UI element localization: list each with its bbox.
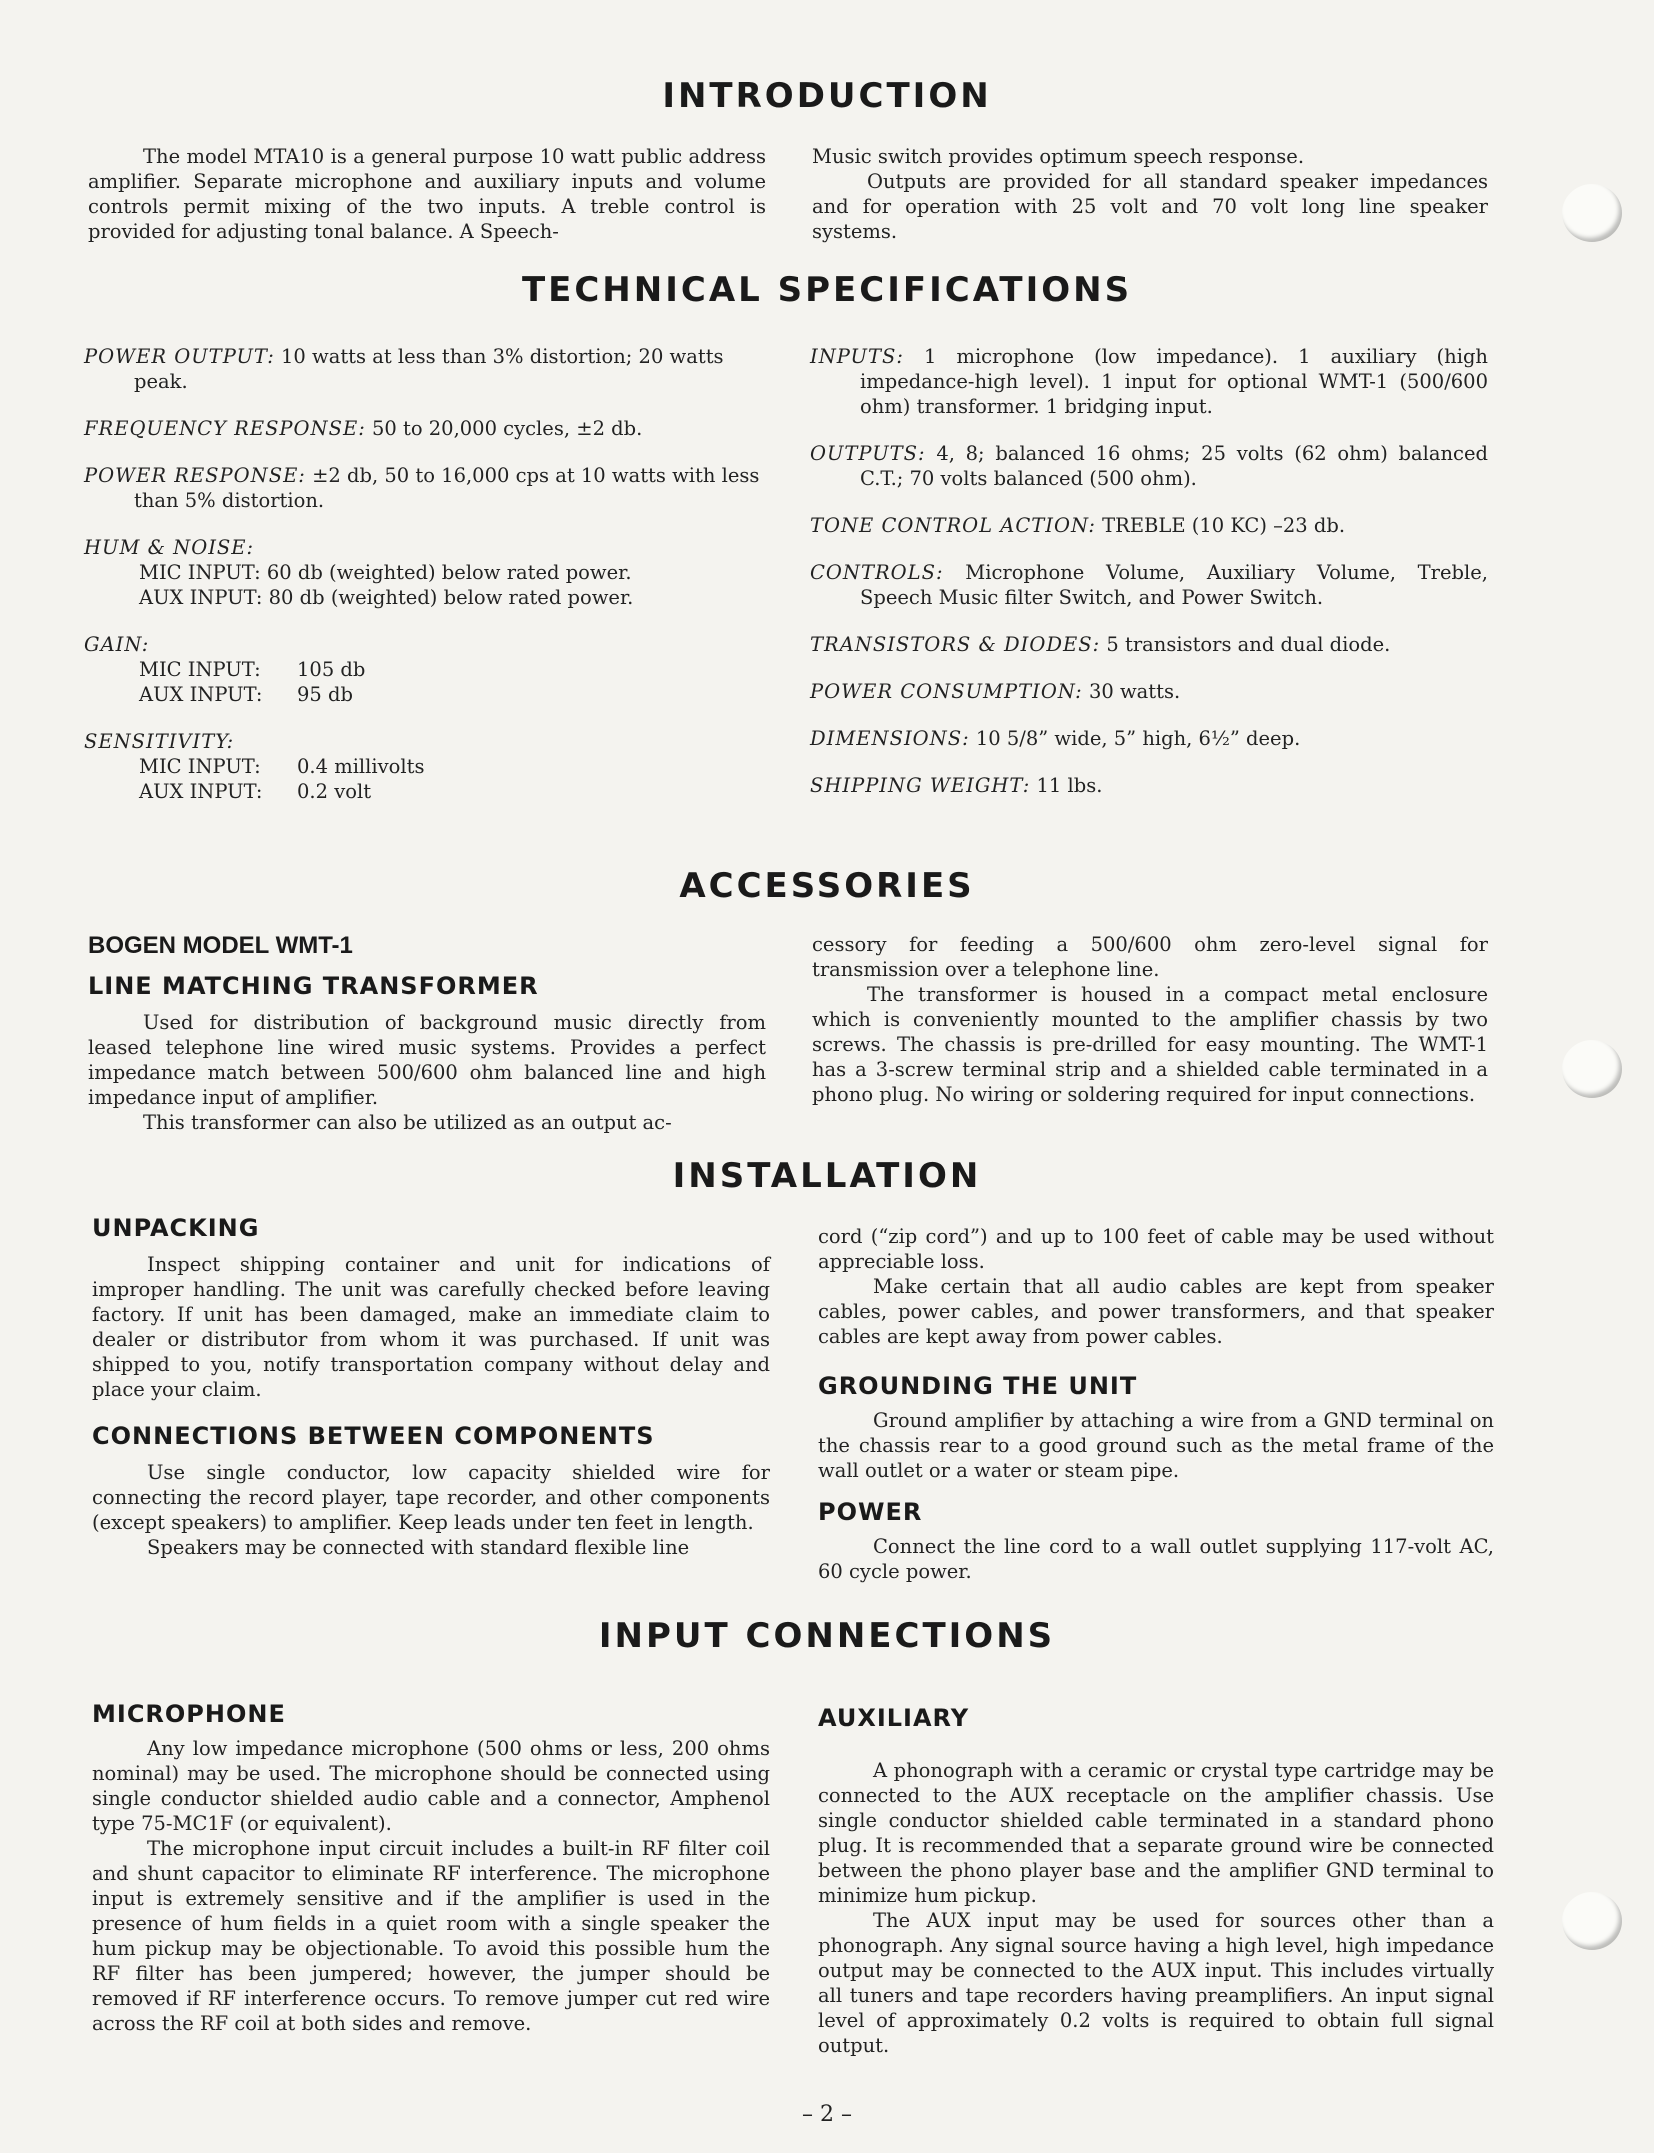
auxiliary-heading: AUXILIARY — [818, 1704, 970, 1732]
grounding-paragraph: Ground amplifier by attaching a wire from a GND terminal on the chassis rear to a good ground such as the metal frame of the wall outlet or a water or steam pipe. — [818, 1409, 1494, 1482]
auxiliary-paragraph-1: A phonograph with a ceramic or crystal type cartridge may be connected to the AUX receptacle on the amplifier chassis. Use single conductor shielded cable terminated in a standard phono plug. It is recommended that a separate ground wire be connected between the phono player base and the amplifier GND terminal to minimize hum pickup. — [818, 1759, 1494, 1907]
spec-gain-aux-value: 95 db — [297, 683, 353, 706]
spec-hum-mic: MIC INPUT: 60 db (weighted) below rated power. — [139, 561, 632, 584]
power-paragraph: Connect the line cord to a wall outlet supplying 117-volt AC, 60 cycle power. — [818, 1535, 1494, 1583]
spec-gain-mic-key: MIC INPUT: — [139, 658, 261, 681]
microphone-paragraph-1: Any low impedance microphone (500 ohms or less, 200 ohms nominal) may be used. The microphone should be connected using single conductor shielded audio cable and a connector, Amphenol type 75-MC1F (or equivalent). — [92, 1737, 770, 1835]
spec-label: INPUTS: — [810, 345, 904, 368]
spec-gain-mic-value: 105 db — [297, 658, 366, 681]
spec-label: POWER RESPONSE: — [84, 464, 306, 487]
installation-right-paragraph-1: cord (“zip cord”) and up to 100 feet of cable may be used without appreciable loss. — [818, 1225, 1494, 1273]
connections-column — [92, 1460, 770, 1560]
accessories-left-column — [88, 1010, 766, 1135]
installation-right-column — [818, 1224, 1494, 1349]
spec-value: 4, 8; balanced 16 ohms; 25 volts (62 ohm) balanced C.T.; 70 volts balanced (500 ohm). — [860, 442, 1488, 490]
installation-right-paragraph-2: Make certain that all audio cables are kept from speaker cables, power cables, and power transformers, and that speaker cables are kept away from power cables. — [818, 1275, 1494, 1348]
spec-power-response — [84, 463, 766, 513]
spec-value: Microphone Volume, Auxiliary Volume, Treble, Speech Music filter Switch, and Power Switch. — [860, 561, 1488, 609]
grounding-column — [818, 1408, 1494, 1483]
microphone-paragraph-2: The microphone input circuit includes a built-in RF filter coil and shunt capacitor to eliminate RF interference. The microphone input is extremely sensitive and if the amplifier is used in the presence of hum fields in a quiet room with a single speaker the hum pickup may be objectionable. To avoid this possible hum the RF filter has been jumpered; however, the jumper should be removed if RF interference occurs. To remove jumper cut red wire across the RF coil at both sides and remove. — [92, 1837, 770, 2035]
spec-label: CONTROLS: — [810, 561, 944, 584]
intro-left-paragraph: The model MTA10 is a general purpose 10 watt public address amplifier. Separate microphone and auxiliary inputs and volume controls permit mixing of the two inputs. A treble control is provided for adjusting tonal balance. A Speech- — [88, 145, 766, 243]
accessories-heading: ACCESSORIES — [679, 866, 975, 906]
spec-hum-aux: AUX INPUT: 80 db (weighted) below rated power. — [139, 586, 634, 609]
spec-controls — [810, 560, 1488, 610]
spec-tone-control — [810, 513, 1488, 538]
specifications-heading: TECHNICAL SPECIFICATIONS — [521, 270, 1133, 310]
spec-label: SHIPPING WEIGHT: — [810, 774, 1031, 797]
spec-value: 30 watts. — [1088, 680, 1181, 703]
spec-sens-aux-key: AUX INPUT: — [139, 780, 263, 803]
accessory-subtitle: LINE MATCHING TRANSFORMER — [88, 972, 539, 1000]
connections-heading: CONNECTIONS BETWEEN COMPONENTS — [92, 1422, 655, 1450]
auxiliary-paragraph-2: The AUX input may be used for sources other than a phonograph. Any signal source having a high level, high impedance output may be connected to the AUX input. This includes virtually all tuners and tape recorders having preamplifiers. An input signal level of approximately 0.2 volts is required to obtain full signal output. — [818, 1909, 1494, 2057]
spec-power-output — [84, 344, 766, 394]
spec-sens-mic-value: 0.4 millivolts — [297, 755, 425, 778]
intro-right-column — [812, 144, 1488, 244]
unpacking-column — [92, 1252, 770, 1402]
spec-shipping-weight — [810, 773, 1488, 798]
input-connections-heading: INPUT CONNECTIONS — [598, 1616, 1056, 1656]
grounding-heading: GROUNDING THE UNIT — [818, 1372, 1138, 1400]
spec-value: 5 transistors and dual diode. — [1106, 633, 1391, 656]
spec-hum-noise — [84, 535, 766, 610]
spec-label: FREQUENCY RESPONSE: — [84, 417, 366, 440]
unpacking-heading: UNPACKING — [92, 1214, 260, 1242]
accessories-right-column — [812, 932, 1488, 1107]
unpacking-paragraph: Inspect shipping container and unit for indications of improper handling. The unit was carefully checked before leaving factory. If unit has been damaged, make an immediate claim to dealer or distributor from whom it was purchased. If unit was shipped to you, notify transportation company without delay and place your claim. — [92, 1253, 770, 1401]
connections-paragraph-1: Use single conductor, low capacity shielded wire for connecting the record player, tape recorder, and other components (except speakers) to amplifier. Keep leads under ten feet in length. — [92, 1461, 770, 1534]
binder-hole — [1562, 184, 1622, 242]
spec-dimensions — [810, 726, 1488, 751]
spec-value: 1 microphone (low impedance). 1 auxiliary (high impedance-high level). 1 input for optional WMT-1 (500/600 ohm) transformer. 1 bridging input. — [860, 345, 1488, 418]
binder-hole — [1562, 1040, 1622, 1098]
specs-right-column — [810, 344, 1488, 798]
spec-value: 10 5/8” wide, 5” high, 6½” deep. — [975, 727, 1301, 750]
spec-sens-mic-key: MIC INPUT: — [139, 755, 261, 778]
spec-inputs — [810, 344, 1488, 419]
spec-transistors — [810, 632, 1488, 657]
spec-value: 50 to 20,000 cycles, ±2 db. — [371, 417, 643, 440]
intro-right-paragraph-2: Outputs are provided for all standard speaker impedances and for operation with 25 volt and 70 volt long line speaker systems. — [812, 170, 1488, 243]
spec-value: 10 watts at less than 3% distortion; 20 watts peak. — [134, 345, 724, 393]
spec-label: TONE CONTROL ACTION: — [810, 514, 1096, 537]
spec-label: OUTPUTS: — [810, 442, 926, 465]
introduction-heading: INTRODUCTION — [662, 76, 992, 116]
spec-value: TREBLE (10 KC) –23 db. — [1102, 514, 1346, 537]
spec-sens-aux-value: 0.2 volt — [297, 780, 372, 803]
spec-label: HUM & NOISE: — [84, 536, 255, 559]
binder-hole — [1562, 1892, 1622, 1950]
accessories-right-paragraph-1: cessory for feeding a 500/600 ohm zero-level signal for transmission over a telephone line. — [812, 933, 1488, 981]
spec-sensitivity — [84, 729, 766, 804]
spec-gain — [84, 632, 766, 707]
spec-value: 11 lbs. — [1036, 774, 1103, 797]
spec-frequency-response — [84, 416, 766, 441]
spec-power-consumption — [810, 679, 1488, 704]
spec-outputs — [810, 441, 1488, 491]
spec-label: POWER CONSUMPTION: — [810, 680, 1083, 703]
power-heading: POWER — [818, 1498, 923, 1526]
power-column — [818, 1534, 1494, 1584]
microphone-column — [92, 1736, 770, 2036]
microphone-heading: MICROPHONE — [92, 1700, 286, 1728]
accessories-left-paragraph-1: Used for distribution of background music directly from leased telephone line wired music systems. Provides a perfect impedance match between 500/600 ohm balanced line and high impedance input of amplifier. — [88, 1011, 766, 1109]
auxiliary-column — [818, 1758, 1494, 2058]
installation-heading: INSTALLATION — [672, 1156, 982, 1196]
page-number: – 2 – — [802, 2102, 852, 2127]
accessories-right-paragraph-2: The transformer is housed in a compact metal enclosure which is conveniently mounted to the amplifier chassis by two screws. The chassis is pre-drilled for easy mounting. The WMT-1 has a 3-screw terminal strip and a shielded cable terminated in a phono plug. No wiring or soldering required for input connections. — [812, 983, 1488, 1106]
specs-left-column — [84, 344, 766, 804]
spec-label: SENSITIVITY: — [84, 730, 235, 753]
accessories-left-paragraph-2: This transformer can also be utilized as an output ac- — [143, 1111, 672, 1134]
spec-label: POWER OUTPUT: — [84, 345, 275, 368]
spec-value: ±2 db, 50 to 16,000 cps at 10 watts with less than 5% distortion. — [134, 464, 760, 512]
spec-gain-aux-key: AUX INPUT: — [139, 683, 263, 706]
intro-right-paragraph-1: Music switch provides optimum speech response. — [812, 145, 1305, 168]
spec-label: GAIN: — [84, 633, 150, 656]
connections-paragraph-2: Speakers may be connected with standard flexible line — [147, 1536, 690, 1559]
spec-label: DIMENSIONS: — [810, 727, 970, 750]
spec-label: TRANSISTORS & DIODES: — [810, 633, 1101, 656]
intro-left-column — [88, 144, 766, 244]
accessory-model-heading: BOGEN MODEL WMT-1 — [88, 932, 353, 959]
